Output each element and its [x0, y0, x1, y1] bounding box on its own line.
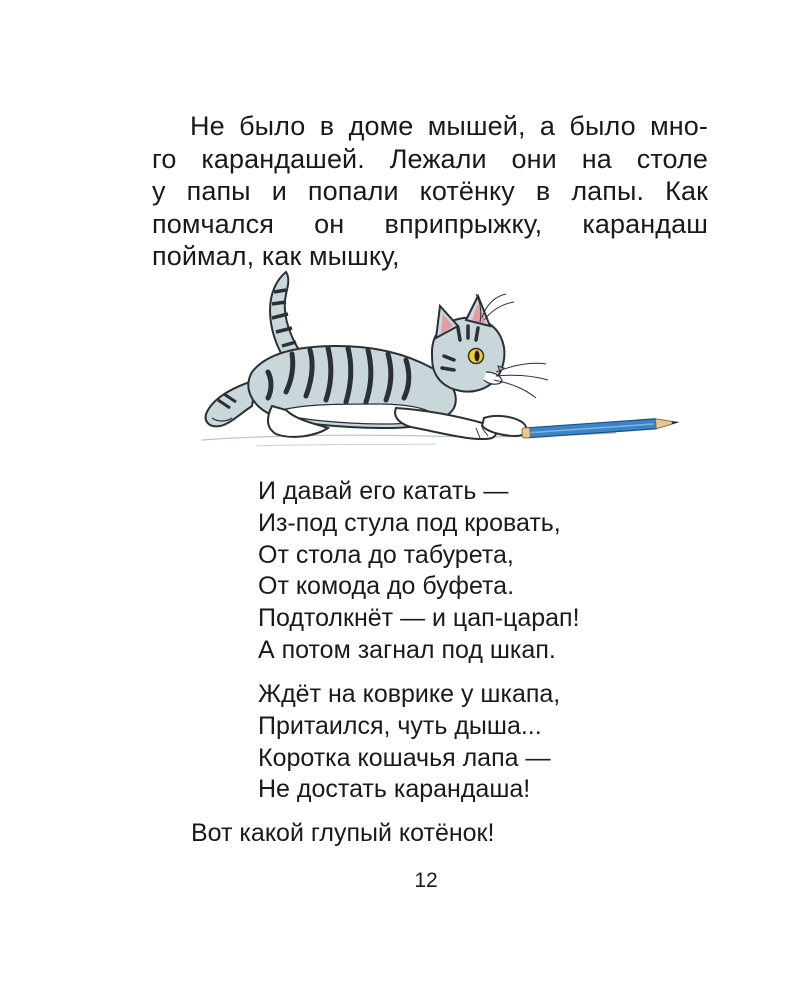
prose-line: у папы и попали котёнку в лапы. Как: [152, 176, 708, 206]
page-number: 12: [414, 869, 438, 892]
pencil: [522, 417, 680, 438]
verse-line: И давай его катать —: [258, 477, 509, 505]
prose-line: го карандашей. Лежали они на столе: [152, 143, 708, 174]
verse-line: Подтолкнёт — и цап-царап!: [258, 604, 580, 633]
stanza-1: [258, 476, 698, 667]
verse-line: Коротка кошачья лапа —: [258, 743, 551, 772]
verse-line: От стола до табурета,: [258, 540, 514, 569]
prose-line: Не было в доме мышей, а было мно-: [190, 111, 708, 141]
closing-line: Вот какой глупый котёнок!: [191, 819, 495, 847]
verse-line: Из-под стула под кровать,: [258, 508, 561, 537]
verse-line: Не достать карандаша!: [258, 775, 531, 804]
ground-shadow: [256, 444, 436, 446]
prose-line: поймал, как мышку,: [152, 241, 400, 271]
verse-line: Ждёт на коврике у шкапа,: [258, 680, 561, 708]
stanza-2: [258, 679, 698, 806]
verse-line: От комода до буфета.: [258, 572, 515, 601]
verse-line: А потом загнал под шкап.: [258, 635, 556, 664]
prose-paragraph: [152, 110, 708, 273]
verse-line: Притаился, чуть дыша...: [258, 711, 542, 740]
kitten-illustration: [196, 268, 696, 474]
prose-line: помчался он вприпрыжку, карандаш: [152, 208, 708, 239]
